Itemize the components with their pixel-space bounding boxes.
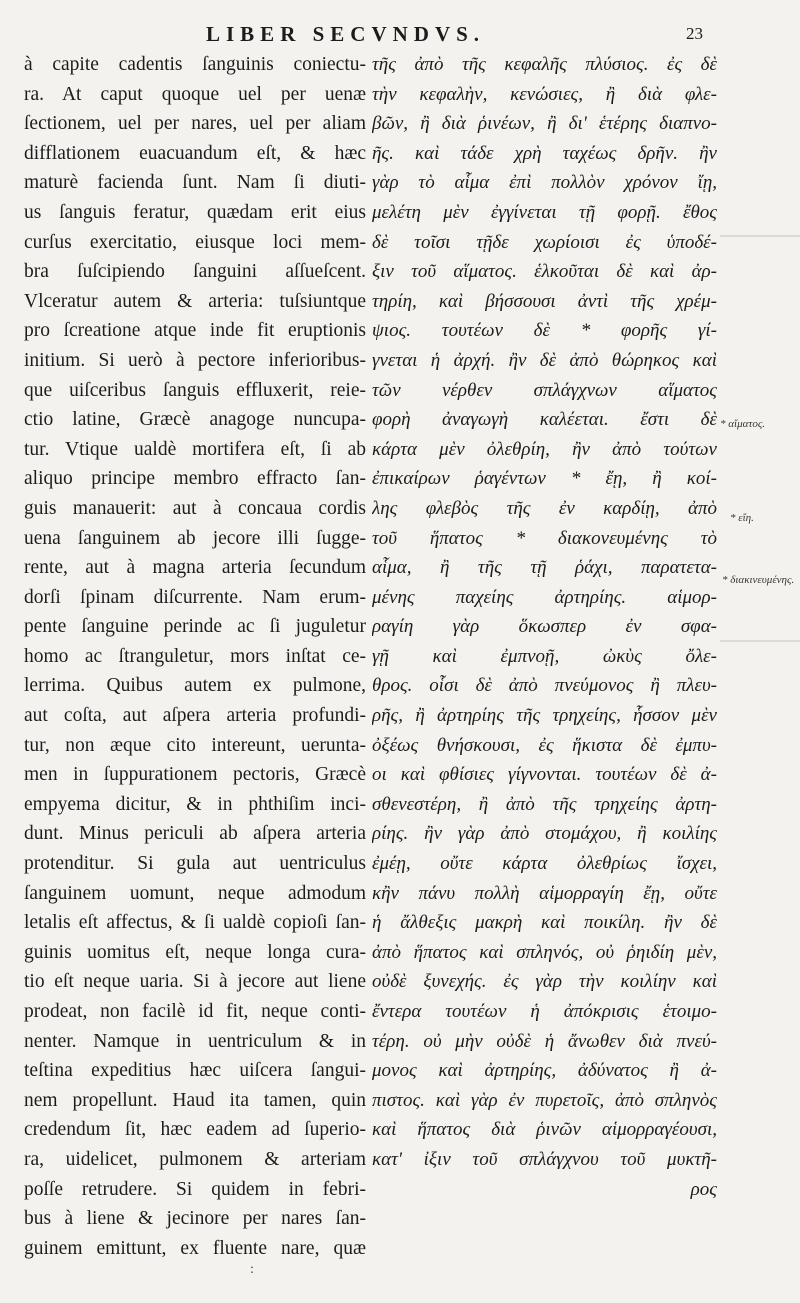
latin-text-line: pro ſcreatione atque inde fit eruptionis	[24, 320, 366, 342]
margin-note: * διακινευμένης.	[722, 574, 795, 586]
latin-text-line: ra, uidelicet, pulmonem & arteriam	[24, 1148, 366, 1170]
greek-text-line: φορὴ ἀναγωγὴ καλέεται. ἔστι δὲ	[372, 409, 717, 431]
latin-text-line: homo ac ſtranguletur, mors inſtat ce-	[24, 645, 366, 667]
greek-text-line: μένης παχείης ἀρτηρίης. αἱμορ-	[372, 586, 717, 608]
greek-text-line: ἐμέῃ, οὔτε κάρτα ὀλεθρίως ἴσχει,	[372, 853, 717, 875]
latin-text-line: pente ſanguine perinde ac ſi juguletur	[24, 616, 366, 638]
latin-text-line: ſanguinem uomunt, neque admodum	[24, 882, 366, 904]
latin-text-line: rente, aut à magna arteria ſecundum	[24, 557, 366, 579]
greek-text-line: αἷμα, ἢ τῆς τῇ ῥάχι, παρατετα-	[372, 557, 717, 579]
greek-text-line: οι καὶ φθίσιες γίγνονται. τουτέων δὲ ἀ-	[372, 764, 717, 786]
margin-note: * αἵματος.	[720, 418, 766, 430]
page-header	[0, 22, 800, 52]
latin-text-line: empyema dicitur, & in phthiſim inci-	[24, 793, 366, 815]
greek-text-line: γνεται ἡ ἀρχή. ἢν δὲ ἀπὸ θώρηκος καὶ	[372, 349, 717, 371]
greek-text-line: τοῦ ἥπατος * διακονευμένης τὸ	[372, 527, 717, 549]
latin-text-line: dunt. Minus periculi ab aſpera arteria	[24, 823, 366, 845]
greek-text-line: τέρη. οὐ μὴν οὐδὲ ἡ ἄνωθεν διὰ πνεύ-	[372, 1030, 717, 1052]
greek-text-line: γῇ καὶ ἐμπνοῇ, ὠκὺς ὄλε-	[372, 645, 717, 667]
greek-text-line: καὶ ἥπατος διὰ ῥινῶν αἱμορραγέουσι,	[372, 1119, 717, 1141]
latin-text-line: bra ſuſcipiendo ſanguini aſſueſcent.	[24, 261, 366, 283]
margin-note: * εἴη.	[730, 512, 754, 524]
latin-text-line: ctio latine, Græcè anagoge nuncupa-	[24, 409, 366, 431]
latin-text-line: curſus exercitatio, eiusque loci mem-	[24, 231, 366, 253]
greek-text-line: γὰρ τὸ αἷμα ἐπὶ πολλὸν χρόνον ἴῃ,	[372, 172, 717, 194]
greek-text-line: δὲ τοῖσι τῇδε χωρίοισι ἐς ὑποδέ-	[372, 231, 717, 253]
latin-text-line: ſectionem, uel per nares, uel per aliam	[24, 113, 366, 135]
greek-text-line: ἡ ἄλθεξις μακρὴ καὶ ποικίλη. ἢν δὲ	[372, 912, 717, 934]
latin-text-line: dorſi ſpinam diſcurrente. Nam erum-	[24, 586, 366, 608]
latin-text-line: que uiſceribus ſanguis effluxerit, reie-	[24, 379, 366, 401]
latin-column	[24, 50, 366, 1263]
latin-text-line: protenditur. Si gula aut uentriculus	[24, 853, 366, 875]
latin-text-line: us ſanguis feratur, quædam erit eius	[24, 201, 366, 223]
latin-text-line: teſtina expeditius hæc uiſcera ſangui-	[24, 1060, 366, 1082]
greek-text-line: σθενεστέρη, ἢ ἀπὸ τῆς τρηχείης ἀρτη-	[372, 793, 717, 815]
greek-text-line: κάρτα μὲν ὀλεθρίη, ἢν ἀπὸ τούτων	[372, 438, 717, 460]
greek-text-line: μελέτη μὲν ἐγγίνεται τῇ φορῇ. ἔθος	[372, 201, 717, 223]
greek-text-line: τηρίη, καὶ βήσσουσι ἀντὶ τῆς χρέμ-	[372, 290, 717, 312]
latin-text-line: bus à liene & jecinore per nares ſan-	[24, 1208, 366, 1230]
latin-text-line: prodeat, non facilè id fit, neque conti-	[24, 1001, 366, 1022]
footer-mark: :	[250, 1262, 254, 1277]
latin-text-line: guinis uomitus eſt, neque longa cura-	[24, 941, 366, 963]
latin-text-line: tur, non æque cito intereunt, uerunta-	[24, 734, 366, 756]
greek-column	[372, 50, 717, 1204]
latin-text-line: aut coſta, aut aſpera arteria profundi-	[24, 705, 366, 727]
greek-text-line: τῶν νέρθεν σπλάγχνων αἵματος	[372, 379, 717, 401]
latin-text-line: lerrima. Quibus autem ex pulmone,	[24, 675, 366, 697]
latin-text-line: guinem emittunt, ex fluente nare, quæ	[24, 1237, 366, 1259]
greek-text-line: ψιος. τουτέων δὲ * φορῆς γί-	[372, 320, 717, 342]
greek-text-line: οὐδὲ ξυνεχής. ἐς γὰρ τὴν κοιλίην καὶ	[372, 971, 717, 993]
latin-text-line: guis manauerit: aut à concaua cordis	[24, 497, 366, 519]
latin-text-line: tio eſt neque uaria. Si à jecore aut liene	[24, 971, 366, 993]
greek-text-line: ρος	[690, 1178, 717, 1200]
greek-text-line: τὴν κεφαλὴν, κενώσιες, ἢ διὰ φλε-	[372, 83, 717, 105]
greek-text-line: ραγίη γὰρ ὅκωσπερ ἐν σφα-	[372, 616, 717, 638]
latin-text-line: letalis eſt affectus, & ſi ualdè copioſi ſan-	[24, 912, 366, 934]
greek-text-line: κατ' ἰξιν τοῦ σπλάγχνου τοῦ μυκτῆ-	[372, 1148, 717, 1170]
latin-text-line: men in ſuppurationem pectoris, Græcè	[24, 764, 366, 786]
latin-text-line: credendum ſit, hæc eadem ad ſuperio-	[24, 1119, 366, 1141]
page-number: 23	[686, 24, 703, 43]
latin-text-line: nenter. Namque in uentriculum & in	[24, 1030, 366, 1052]
greek-text-line: κἢν πάνυ πολλὴ αἱμορραγίη ἔῃ, οὔτε	[372, 882, 717, 904]
greek-text-line: ξιν τοῦ αἵματος. ἑλκοῦται δὲ καὶ ἀρ-	[372, 261, 717, 283]
latin-text-line: aliquo principe membro effracto ſan-	[24, 468, 366, 490]
latin-text-line: Vlceratur autem & arteria: tuſsiuntque	[24, 290, 366, 312]
latin-text-line: uena ſanguinem ab jecore illi ſugge-	[24, 527, 366, 549]
greek-text-line: ρῆς, ἢ ἀρτηρίης τῆς τρηχείης, ἧσσον μὲν	[372, 705, 717, 727]
bleed-through-mark	[720, 640, 800, 642]
latin-text-line: maturè facienda ſunt. Nam ſi diuti-	[24, 172, 366, 194]
greek-text-line: ἐπικαίρων ῥαγέντων * ἔῃ, ἢ κοί-	[372, 468, 717, 490]
greek-text-line: ῆς. καὶ τάδε χρὴ ταχέως δρῆν. ἢν	[372, 142, 717, 164]
greek-text-line: ἀπὸ ἥπατος καὶ σπληνός, οὐ ῥηιδίη μὲν,	[372, 941, 717, 963]
greek-text-line: ρίης. ἢν γὰρ ἀπὸ στομάχου, ἢ κοιλίης	[372, 823, 717, 845]
running-title: LIBER SECVNDVS.	[206, 22, 486, 46]
greek-text-line: ἔντερα τουτέων ἡ ἀπόκρισις ἑτοιμο-	[372, 1001, 717, 1022]
latin-text-line: nem propellunt. Haud ita tamen, quin	[24, 1089, 366, 1111]
greek-text-line: πιστος. καὶ γὰρ ἐν πυρετοῖς, ἀπὸ σπληνὸς	[372, 1089, 717, 1111]
greek-text-line: βῶν, ἢ διὰ ῥινέων, ἢ δι' ἑτέρης διαπνο-	[372, 113, 717, 135]
greek-text-line: μονος καὶ ἀρτηρίης, ἀδύνατος ἢ ἀ-	[372, 1060, 717, 1082]
latin-text-line: poſſe retrudere. Si quidem in febri-	[24, 1178, 366, 1200]
greek-text-line: λης φλεβὸς τῆς ἐν καρδίῃ, ἀπὸ	[372, 497, 717, 519]
latin-text-line: difflationem euacuandum eſt, & hæc	[24, 142, 366, 164]
greek-text-line: ὀξέως θνήσκουσι, ἐς ἥκιστα δὲ ἐμπυ-	[372, 734, 717, 756]
greek-text-line: θρος. οἷσι δὲ ἀπὸ πνεύμονος ἢ πλευ-	[372, 675, 717, 697]
latin-text-line: tur. Vtique ualdè mortifera eſt, ſi ab	[24, 438, 366, 460]
greek-text-line: τῆς ἀπὸ τῆς κεφαλῆς πλύσιος. ἐς δὲ	[372, 54, 717, 75]
latin-text-line: ra. At caput quoque uel per uenæ	[24, 83, 366, 105]
latin-text-line: initium. Si uerò à pectore inferioribus-	[24, 349, 366, 371]
bleed-through-mark	[720, 235, 800, 237]
latin-text-line: à capite cadentis ſanguinis coniectu-	[24, 54, 366, 75]
